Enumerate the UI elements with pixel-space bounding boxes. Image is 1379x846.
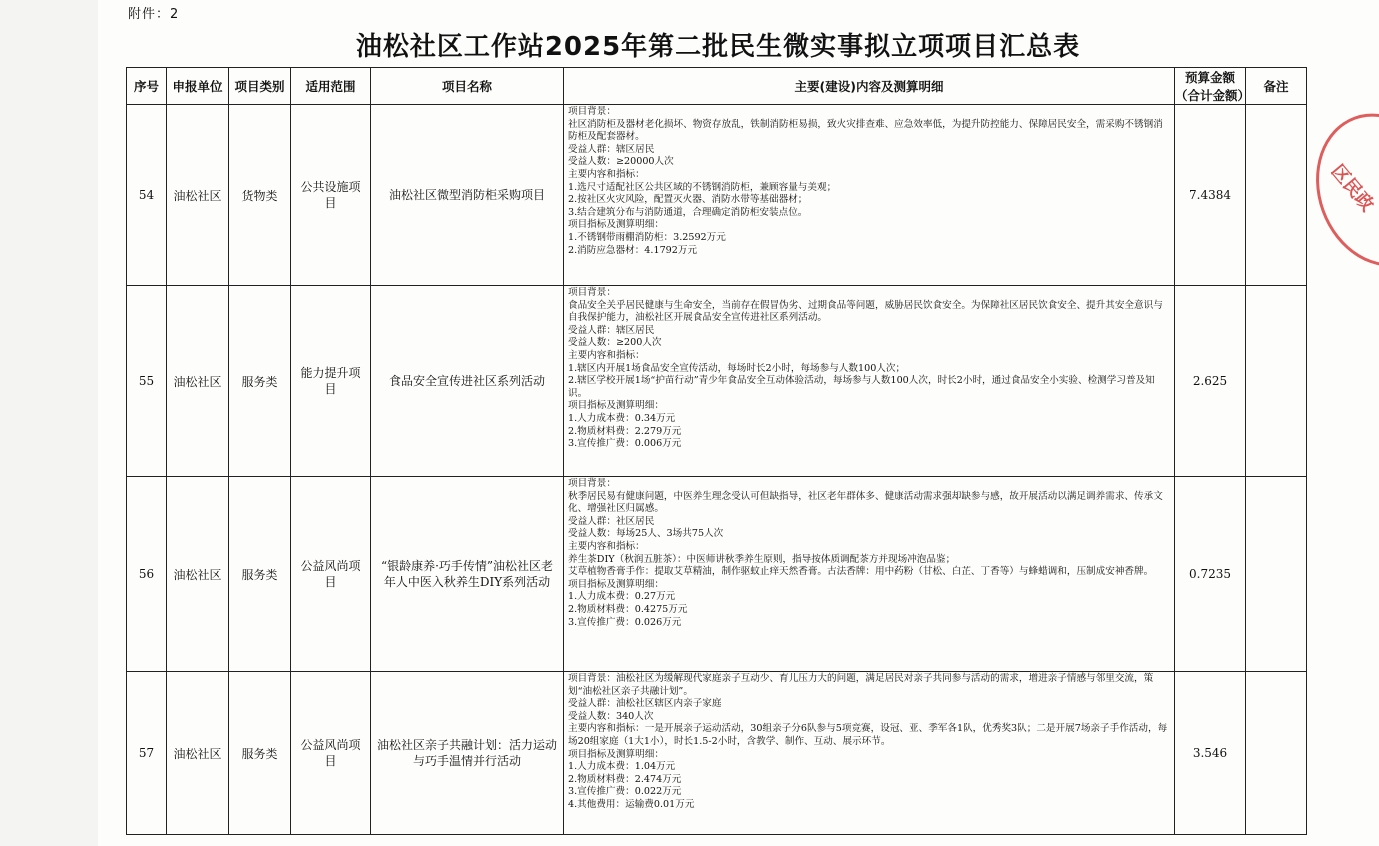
- content-line: 1.人力成本费：0.34万元: [568, 412, 676, 424]
- seal-text: 区民政: [1326, 160, 1378, 216]
- cell-no: 56: [127, 477, 167, 672]
- cell-scope: 能力提升项目: [291, 286, 371, 477]
- cell-budget: 7.4384: [1175, 105, 1246, 286]
- header-name: 项目名称: [371, 68, 564, 105]
- content-line: 受益人群：油松社区辖区内亲子家庭: [568, 698, 722, 710]
- table-header-row: [127, 68, 1307, 105]
- cell-note: [1246, 286, 1307, 477]
- content-line: 社区消防柜及器材老化损坏、物资存放乱，铁制消防柜易损，致火灾排查难、应急效率低，为提升防控能力、保障居民安全，需采购不锈钢消防柜及配套器材。: [568, 118, 1163, 143]
- cell-budget: 2.625: [1175, 286, 1246, 477]
- cell-budget: 0.7235: [1175, 477, 1246, 672]
- content-line: 3.结合建筑分布与消防通道，合理确定消防柜安装点位。: [568, 206, 808, 218]
- content-line: 食品安全关乎居民健康与生命安全，当前存在假冒伪劣、过期食品等问题，威胁居民饮食安全。为保障社区居民饮食安全、提升其安全意识与自我保护能力，油松社区开展食品安全宣传进社区系列活动。: [568, 299, 1163, 324]
- cell-content: [564, 286, 1175, 477]
- table-row: [127, 672, 1307, 835]
- content-line: 项目指标及测算明细：: [568, 400, 664, 412]
- cell-content: [564, 477, 1175, 672]
- cell-scope: 公共设施项目: [291, 105, 371, 286]
- content-line: 受益人数：≥200人次: [568, 337, 662, 349]
- table-row: [127, 477, 1307, 672]
- cell-category: 服务类: [229, 477, 291, 672]
- content-line: 受益人群：辖区居民: [568, 143, 655, 155]
- cell-no: 57: [127, 672, 167, 835]
- content-line: 2.按社区火灾风险，配置灭火器、消防水带等基础器材；: [568, 194, 808, 206]
- cell-project-name: 食品安全宣传进社区系列活动: [371, 286, 564, 477]
- content-line: 2.消防应急器材：4.1792万元: [568, 244, 698, 256]
- cell-no: 55: [127, 286, 167, 477]
- content-line: 项目背景：油松社区为缓解现代家庭亲子互动少、育儿压力大的问题，满足居民对亲子共同参与活动的需求，增进亲子情感与邻里交流，策划“油松社区亲子共融计划”。: [568, 673, 1154, 697]
- content-line: 1.人力成本费：0.27万元: [568, 591, 676, 603]
- header-category: 项目类别: [229, 68, 291, 105]
- content-line: 2.物质材料费：2.474万元: [568, 773, 682, 785]
- content-line: 主要内容和指标：一是开展亲子运动活动，30组亲子分6队参与5项竞赛，设冠、亚、季军各1队，优秀奖3队；二是开展7场亲子手作活动，每场20组家庭（1大1小），时长1.5-2小时，含教学、制作、互动、展示环节。: [568, 723, 1168, 747]
- cell-note: [1246, 672, 1307, 835]
- cell-unit: 油松社区: [167, 105, 229, 286]
- header-scope: 适用范围: [291, 68, 371, 105]
- header-content: 主要(建设)内容及测算明细: [564, 68, 1175, 105]
- content-line: 项目背景：: [568, 106, 616, 117]
- content-line: 1.人力成本费：1.04万元: [568, 761, 676, 773]
- content-line: 受益人数：≥20000人次: [568, 156, 674, 168]
- content-line: 项目背景：: [568, 478, 616, 489]
- content-line: 2.辖区学校开展1场“护苗行动”青少年食品安全互动体验活动，每场参与人数100人次，时长2小时，通过食品安全小实验、检测学习普及知识。: [568, 375, 1155, 399]
- content-line: 项目指标及测算明细：: [568, 748, 664, 760]
- cell-budget: 3.546: [1175, 672, 1246, 835]
- content-line: 1.不锈钢带雨棚消防柜：3.2592万元: [568, 231, 726, 243]
- cell-note: [1246, 105, 1307, 286]
- attachment-label: 附件：2: [128, 7, 180, 22]
- content-line: 3.宣传推广费：0.026万元: [568, 616, 682, 628]
- content-line: 主要内容和指标：: [568, 349, 645, 361]
- cell-project-name: 油松社区亲子共融计划：活力运动与巧手温情并行活动: [371, 672, 564, 835]
- content-line: 秋季居民易有健康问题，中医养生理念受认可但缺指导，社区老年群体多、健康活动需求强却缺参与感，故开展活动以满足调养需求、传承文化、增强社区归属感。: [568, 490, 1163, 515]
- content-line: 项目指标及测算明细：: [568, 219, 664, 231]
- table-row: [127, 105, 1307, 286]
- content-line: 主要内容和指标：: [568, 168, 645, 180]
- cell-category: 服务类: [229, 286, 291, 477]
- cell-scope: 公益风尚项目: [291, 477, 371, 672]
- project-summary-table: [126, 67, 1307, 835]
- cell-content: [564, 672, 1175, 835]
- cell-unit: 油松社区: [167, 286, 229, 477]
- header-budget-line2: （合计金额）: [1175, 88, 1251, 103]
- header-budget: [1175, 68, 1251, 105]
- content-line: 项目背景：: [568, 287, 616, 298]
- content-line: 2.物质材料费：2.279万元: [568, 425, 682, 437]
- cell-unit: 油松社区: [167, 672, 229, 835]
- page-title: 油松社区工作站2025年第二批民生微实事拟立项项目汇总表: [355, 32, 1081, 62]
- cell-content: [564, 105, 1175, 286]
- header-unit: 申报单位: [167, 68, 229, 105]
- table-row: [127, 286, 1307, 477]
- content-line: 受益人群：社区居民: [568, 515, 655, 527]
- cell-category: 服务类: [229, 672, 291, 835]
- cell-project-name: “银龄康养·巧手传情”油松社区老年人中医入秋养生DIY系列活动: [371, 477, 564, 672]
- header-no: 序号: [127, 68, 167, 105]
- cell-category: 货物类: [229, 105, 291, 286]
- cell-no: 54: [127, 105, 167, 286]
- content-line: 3.宣传推广费：0.006万元: [568, 438, 682, 450]
- content-line: 受益人数：每场25人、3场共75人次: [568, 528, 724, 540]
- cell-scope: 公益风尚项目: [291, 672, 371, 835]
- content-line: 1.辖区内开展1场食品安全宣传活动，每场时长2小时，每场参与人数100人次；: [568, 362, 906, 374]
- header-budget-line1: 预算金额: [1184, 70, 1235, 85]
- content-line: 养生茶DIY（秋润五脏茶）：中医师讲秋季养生原则，指导按体质调配茶方并现场冲泡品鉴；: [568, 553, 956, 565]
- content-line: 4.其他费用：运输费0.01万元: [568, 798, 695, 810]
- content-line: 1.选尺寸适配社区公共区域的不锈钢消防柜，兼顾容量与美观；: [568, 181, 837, 193]
- cell-unit: 油松社区: [167, 477, 229, 672]
- cell-note: [1246, 477, 1307, 672]
- content-line: 2.物质材料费：0.4275万元: [568, 603, 688, 615]
- content-line: 主要内容和指标：: [568, 540, 645, 552]
- cell-project-name: 油松社区微型消防柜采购项目: [371, 105, 564, 286]
- content-line: 艾草植物香膏手作：提取艾草精油，制作驱蚊止痒天然香膏。古法香牌：用中药粉（甘松、白芷、丁香等）与蜂蜡调和，压制成安神香牌。: [568, 566, 1154, 578]
- header-note: 备注: [1246, 68, 1307, 105]
- content-line: 受益人数：340人次: [568, 710, 654, 722]
- content-line: 受益人群：辖区居民: [568, 324, 655, 336]
- content-line: 3.宣传推广费：0.022万元: [568, 786, 682, 798]
- content-line: 项目指标及测算明细：: [568, 578, 664, 590]
